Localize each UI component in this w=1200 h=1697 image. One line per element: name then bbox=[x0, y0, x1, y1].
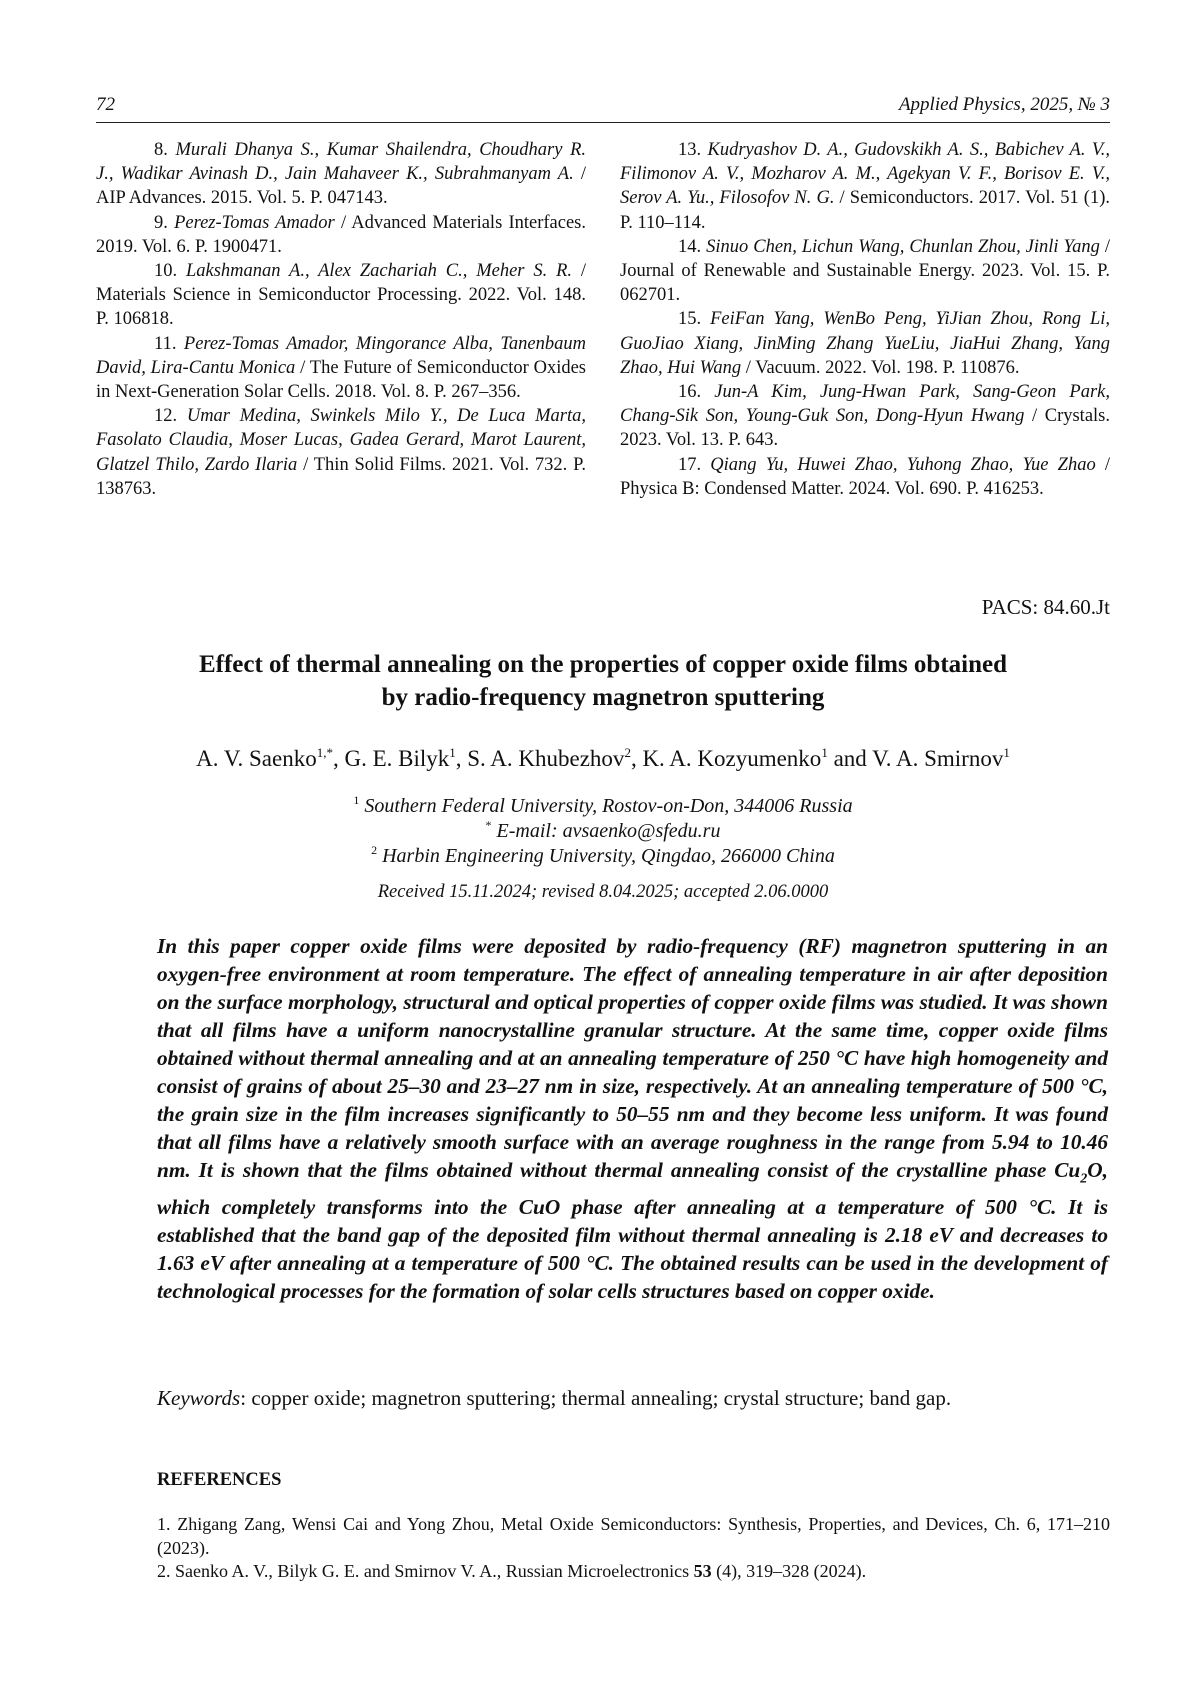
author-affiliation-mark: 1,* bbox=[316, 745, 333, 760]
prev-reference-13: 13. Kudryashov D. A., Gudovskikh A. S., Babichev A. V., Filimonov A. V., Mozharov A. M., Agekyan V. F., Borisov E. V., Serov A. Yu., Filosofov N. G. / Semiconductors. 2017. Vol. 51 (1). P. 110–114. bbox=[620, 140, 1111, 233]
author-name: A. V. Saenko bbox=[196, 746, 317, 771]
prev-reference-9: 9. Perez-Tomas Amador / Advanced Materials Interfaces. 2019. Vol. 6. P. 1900471. bbox=[96, 212, 586, 257]
keywords-label: Keywords bbox=[157, 1386, 241, 1410]
affiliation-2: $^2$ Harbin Engineering University, Qingdao, 266000 China bbox=[371, 843, 835, 867]
prev-reference-14: 14. Sinuo Chen, Lichun Wang, Chunlan Zhou, Jinli Yang / Journal of Renewable and Sustainable Energy. 2023. Vol. 15. P. 062701. bbox=[620, 236, 1110, 306]
author-name: K. A. Kozyumenko bbox=[642, 746, 822, 771]
prev-reference-12: 12. Umar Medina, Swinkels Milo Y., De Luca Marta, Fasolato Claudia, Moser Lucas, Gadea Gerard, Marot Laurent, Glatzel Thilo, Zardo Ilaria / Thin Solid Films. 2021. Vol. 732. P. 138763. bbox=[96, 406, 586, 499]
author-affiliation-mark: 1 bbox=[821, 745, 828, 760]
reference-item: 1. Zhigang Zang, Wensi Cai and Yong Zhou, Metal Oxide Semiconductors: Synthesis, Properties, and Devices, Ch. 6, 171–210 (2023). bbox=[157, 1514, 1110, 1558]
references-list bbox=[157, 1513, 1110, 1584]
pacs-code: PACS: 84.60.Jt bbox=[981, 595, 1110, 619]
keywords bbox=[157, 1386, 1110, 1411]
keywords-text: : copper oxide; magnetron sputtering; thermal annealing; crystal structure; band gap. bbox=[240, 1386, 952, 1410]
page-number: 72 bbox=[96, 94, 115, 115]
affiliation-1: $^1$ Southern Federal University, Rostov-on-Don, 344006 Russia bbox=[353, 793, 853, 817]
prev-reference-11: 11. Perez-Tomas Amador, Mingorance Alba, Tanenbaum David, Lira-Cantu Monica / The Future of Semiconductor Oxides in Next-Generation Solar Cells. 2018. Vol. 8. P. 267–356. bbox=[96, 333, 587, 403]
prev-references-right-column bbox=[620, 138, 1110, 501]
references-heading: REFERENCES bbox=[157, 1470, 282, 1490]
article-title bbox=[96, 648, 1110, 714]
author-affiliation-mark: 1 bbox=[449, 745, 456, 760]
running-header bbox=[96, 92, 1110, 123]
author-name: G. E. Bilyk bbox=[344, 746, 450, 771]
corresponding-email: * E-mail: avsaenko@sfedu.ru bbox=[485, 818, 721, 842]
prev-references-left-column bbox=[96, 138, 586, 501]
journal-title: Applied Physics, 2025, № 3 bbox=[898, 94, 1110, 115]
article-title-line-2: by radio-frequency magnetron sputtering bbox=[381, 684, 825, 711]
prev-reference-10: 10. Lakshmanan A., Alex Zachariah C., Meher S. R. / Materials Science in Semiconductor Processing. 2022. Vol. 148. P. 106818. bbox=[96, 261, 587, 330]
author-name: S. A. Khubezhov bbox=[467, 746, 625, 771]
prev-reference-8: 8. Murali Dhanya S., Kumar Shailendra, Choudhary R. J., Wadikar Avinash D., Jain Mahaveer K., Subrahmanyam A. / AIP Advances. 2015. Vol. 5. P. 047143. bbox=[96, 140, 586, 209]
prev-reference-17: 17. Qiang Yu, Huwei Zhao, Yuhong Zhao, Yue Zhao / Physica B: Condensed Matter. 2024. Vol. 690. P. 416253. bbox=[620, 454, 1111, 499]
reference-item: 2. Saenko A. V., Bilyk G. E. and Smirnov V. A., Russian Microelectronics 53 (4), 319–328 (2024). bbox=[157, 1561, 867, 1581]
author-list: A. V. Saenko$^{1,*}$, G. E. Bilyk$^1$, S. A. Khubezhov$^2$, K. A. Kozyumenko$^1$ and V. A. Smirnov$^1$ bbox=[196, 745, 1010, 771]
author-affiliation-mark: 1 bbox=[1003, 745, 1010, 760]
abstract: In this paper copper oxide films were deposited by radio-frequency (RF) magnetron sputtering in an oxygen-free environment at room temperature. The effect of annealing temperature in air after deposition on the surface morphology, structural and optical properties of copper oxide films was studied. It was shown that all films have a uniform nanocrystalline granular structure. At the same time, copper oxide films obtained without thermal annealing and at an annealing temperature of 250 °C have high homogeneity and consist of grains of about 25–30 and 23–27 nm in size, respectively. At an annealing temperature of 500 °C, the grain size in the film increases significantly to 50–55 nm and they become less uniform. It was found that all films have a relatively smooth surface with an average roughness in the range from 5.94 to 10.46 nm. It is shown that the films obtained without thermal annealing consist of the crystalline phase $Cu_2O$, which completely transforms into the CuO phase after annealing at a temperature of 500 °C. It is established that the band gap of the deposited film without thermal annealing is 2.18 eV and decreases to 1.63 eV after annealing at a temperature of 500 °C. The obtained results can be used in the development of technological processes for the formation of solar cells structures based on copper oxide. bbox=[157, 934, 1108, 1304]
author-affiliation-mark: 2 bbox=[624, 745, 631, 760]
author-name: V. A. Smirnov bbox=[872, 746, 1004, 771]
received-dates: Received 15.11.2024; revised 8.04.2025; accepted 2.06.0000 bbox=[377, 882, 829, 902]
prev-reference-15: 15. FeiFan Yang, WenBo Peng, YiJian Zhou, Rong Li, GuoJiao Xiang, JinMing Zhang YueLiu, JiaHui Zhang, Yang Zhao, Hui Wang / Vacuum. 2022. Vol. 198. P. 110876. bbox=[620, 309, 1110, 378]
prev-reference-16: 16. Jun-A Kim, Jung-Hwan Park, Sang-Geon Park, Chang-Sik Son, Young-Guk Son, Dong-Hyun Hwang / Crystals. 2023. Vol. 13. P. 643. bbox=[620, 382, 1110, 451]
article-title-line-1: Effect of thermal annealing on the properties of copper oxide films obtained bbox=[198, 651, 1008, 678]
